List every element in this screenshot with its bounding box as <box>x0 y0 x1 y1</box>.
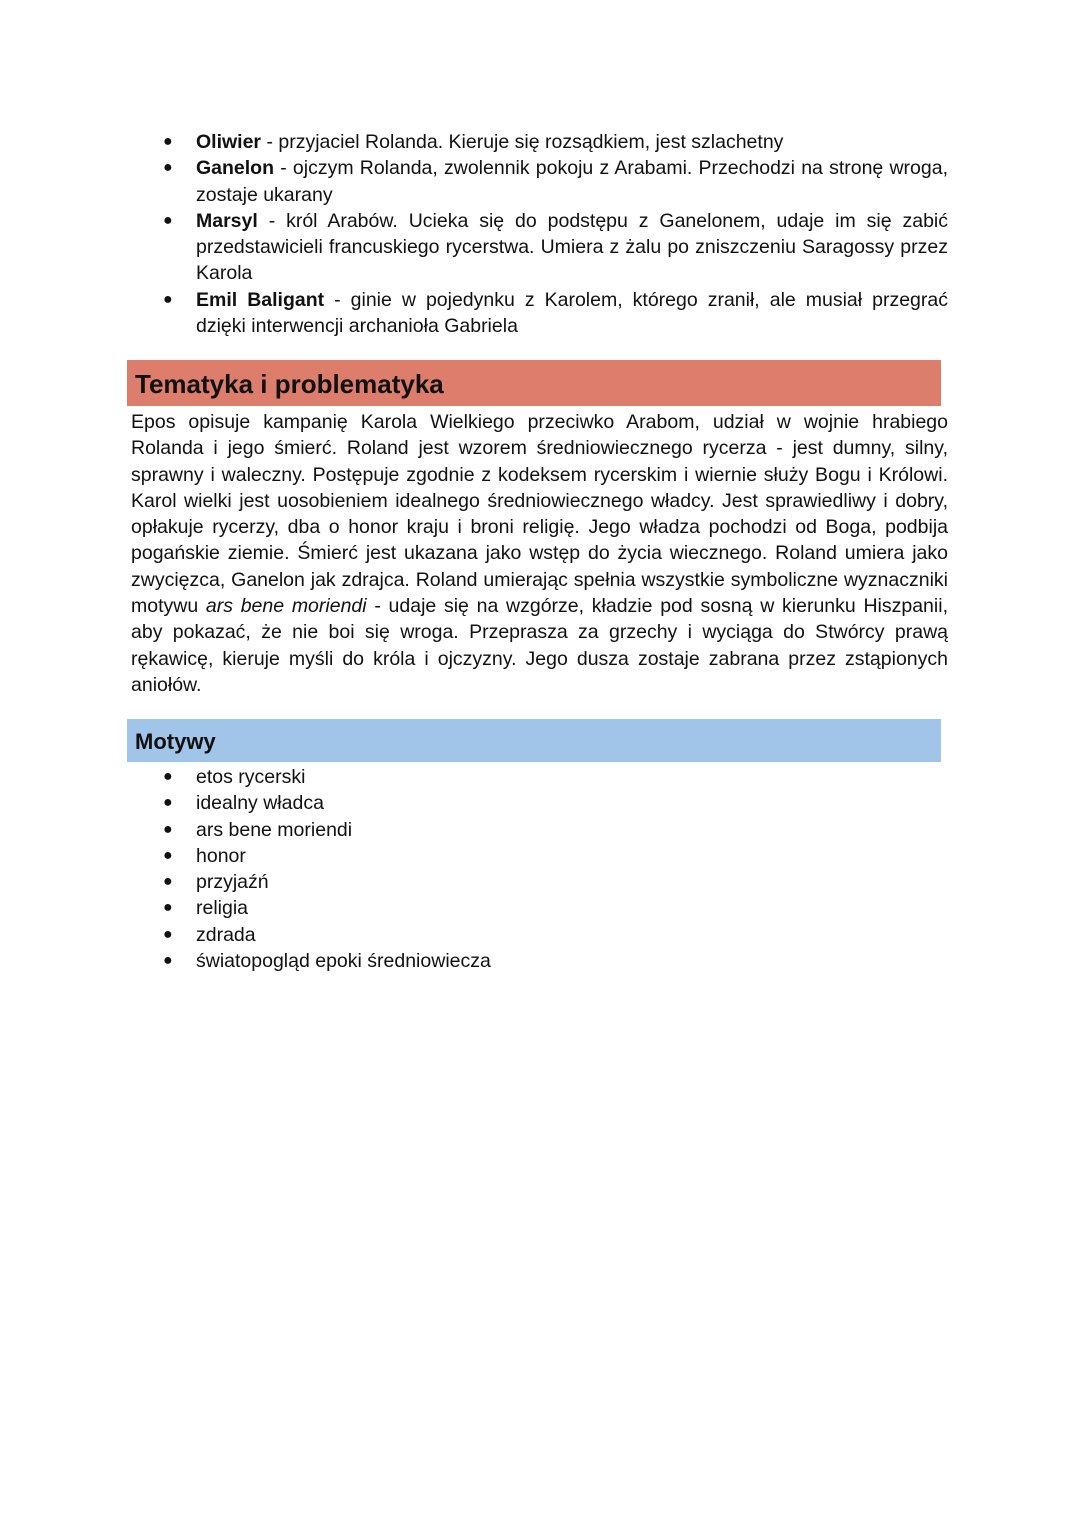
bullet-icon: ● <box>163 159 173 177</box>
bullet-icon: ● <box>163 899 173 917</box>
list-item <box>0 922 700 948</box>
characters-list <box>0 129 1080 339</box>
motifs-list <box>0 764 700 974</box>
bullet-icon: ● <box>163 952 173 970</box>
theme-heading: Tematyka i problematyka <box>127 360 941 406</box>
bullet-icon: ● <box>163 925 173 943</box>
motif-label: przyjaźń <box>196 871 269 894</box>
theme-text-1: Epos opisuje kampanię Karola Wielkiego przeciwko Arabom, udział w wojnie hrabiego Rolanda i jego śmierć. Roland jest wzorem średniowiecznego rycerza - jest dumny, silny, sprawny i waleczny. Postępuje zgodnie z kodeksem rycerskim i wiernie służy Bogu i Królowi. Karol wielki jest uosobieniem idealnego średniowiecznego władcy. Jest sprawiedliwy i dobry, opłakuje rycerzy, dba o honor kraju i broni religię. Jego władza pochodzi od Boga, podbija pogańskie ziemie. Śmierć jest ukazana jako wstęp do życia wiecznego. Roland umiera jako zwycięzca, Ganelon jak zdrajca. Roland umierając spełnia wszystkie symboliczne wyznaczniki motywu <box>131 411 948 618</box>
character-desc: - przyjaciel Rolanda. Kieruje się rozsądkiem, jest szlachetny <box>261 131 784 153</box>
motif-label: ars bene moriendi <box>196 818 353 841</box>
theme-paragraph <box>131 409 948 698</box>
motif-label: idealny władca <box>196 792 324 815</box>
character-desc: - ginie w pojedynku z Karolem, którego zranił, ale musiał przegrać dzięki interwencji archanioła Gabriela <box>196 288 948 338</box>
character-name: Ganelon <box>196 157 275 180</box>
list-item <box>0 817 700 843</box>
theme-text-2: - udaje się na wzgórze, kładzie pod sosną w kierunku Hiszpanii, aby pokazać, że nie boi się wroga. Przeprasza za grzechy i wyciąga do Stwórcy prawą rękawicę, kieruje myśli do króla i ojczyzny. Jego dusza zostaje zabrana przez zstąpionych aniołów. <box>131 595 948 696</box>
list-item <box>0 287 948 340</box>
motif-label: honor <box>196 844 246 867</box>
character-name: Emil Baligant <box>196 288 325 311</box>
motif-label: zdrada <box>196 923 256 946</box>
character-desc: - król Arabów. Ucieka się do podstępu z Ganelonem, udaje im się zabić przedstawicieli francuskiego rycerstwa. Umiera z żalu po zniszczeniu Saragossy przez Karola <box>196 209 948 285</box>
bullet-icon: ● <box>163 768 173 785</box>
motifs-heading: Motywy <box>127 719 941 762</box>
motif-label: religia <box>196 897 249 920</box>
bullet-icon: ● <box>163 211 173 229</box>
list-item <box>0 869 700 895</box>
character-name: Marsyl <box>196 209 258 232</box>
bullet-icon: ● <box>163 290 173 308</box>
list-item <box>0 764 700 790</box>
character-name: Oliwier <box>196 131 262 153</box>
list-item <box>0 843 700 869</box>
list-item <box>0 948 700 974</box>
character-desc: - ojczym Rolanda, zwolennik pokoju z Arabami. Przechodzi na stronę wroga, zostaje ukarany <box>196 157 948 206</box>
bullet-icon: ● <box>163 873 173 891</box>
list-item <box>0 129 948 155</box>
list-item <box>0 155 948 208</box>
bullet-icon: ● <box>163 133 173 150</box>
theme-text-italic: ars bene moriendi <box>205 595 367 618</box>
motif-label: etos rycerski <box>196 766 306 788</box>
list-item <box>0 208 948 287</box>
bullet-icon: ● <box>163 846 173 864</box>
bullet-icon: ● <box>163 794 173 812</box>
list-item <box>0 895 700 921</box>
list-item <box>0 790 700 816</box>
bullet-icon: ● <box>163 820 173 838</box>
motif-label: światopogląd epoki średniowiecza <box>196 950 491 973</box>
